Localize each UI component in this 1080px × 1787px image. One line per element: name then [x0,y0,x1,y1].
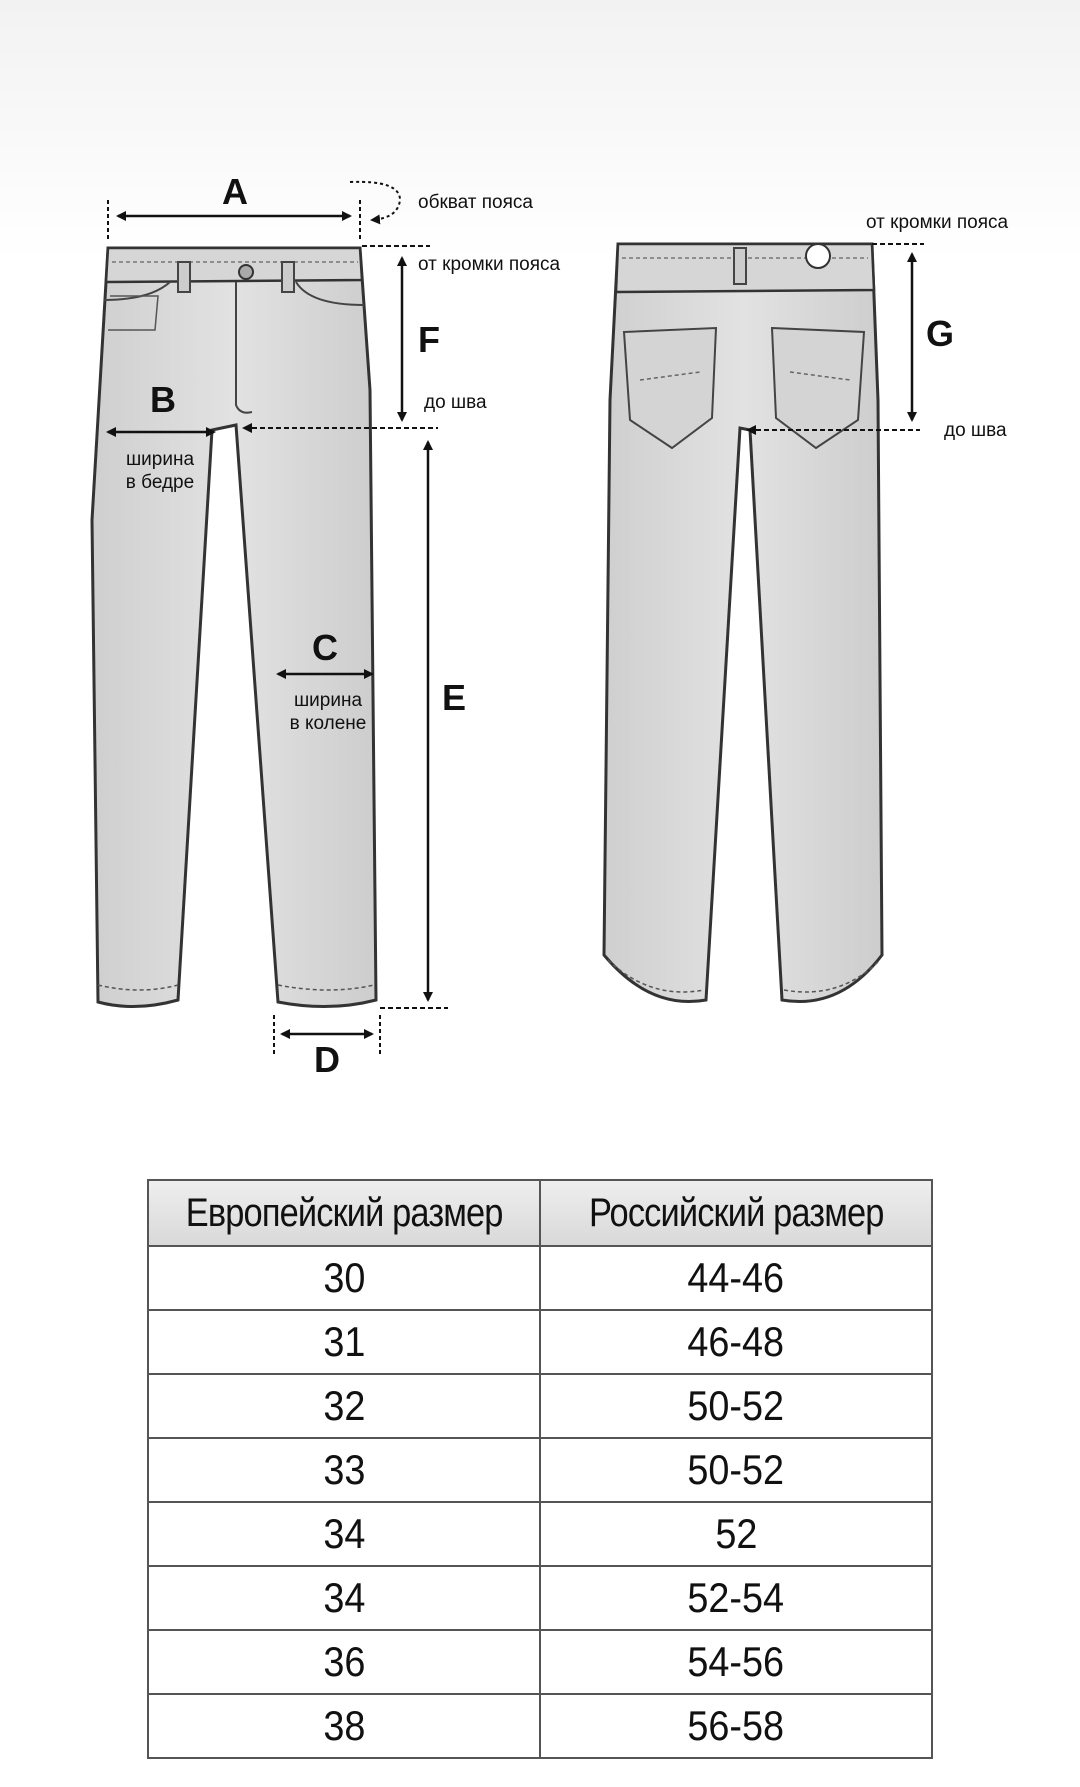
european-size-cell: 38 [148,1694,540,1758]
label-g: G [926,313,955,354]
label-d: D [314,1039,340,1080]
note-to-seam-back: до шва [944,420,1007,441]
russian-size-cell: 56-58 [540,1694,932,1758]
note-to-seam-front: до шва [424,392,487,413]
european-size-cell: 34 [148,1502,540,1566]
european-size-cell: 34 [148,1566,540,1630]
european-size-cell: 36 [148,1630,540,1694]
label-f: F [418,319,440,360]
dimension-a [108,171,533,240]
table-header-row [148,1180,932,1246]
dimension-d [274,1015,380,1080]
russian-size-cell: 44-46 [540,1246,932,1310]
label-a: A [222,171,248,212]
russian-size-cell: 52-54 [540,1566,932,1630]
russian-size-cell: 50-52 [540,1374,932,1438]
european-size-cell: 31 [148,1310,540,1374]
note-hip-width-1: ширина [125,449,195,470]
table-row [148,1310,932,1374]
header-russian-size: Российский размер [540,1180,932,1246]
note-from-waistband-back: от кромки пояса [866,212,1009,233]
russian-size-cell: 54-56 [540,1630,932,1694]
table-row [148,1566,932,1630]
back-jeans-illustration [604,244,882,1002]
russian-size-cell: 52 [540,1502,932,1566]
label-e: E [442,677,467,718]
note-knee-width-2: в колене [289,713,367,734]
label-b: B [150,379,176,420]
table-row [148,1630,932,1694]
european-size-cell: 30 [148,1246,540,1310]
note-knee-width-1: ширина [293,690,363,711]
table-row [148,1246,932,1310]
european-size-cell: 32 [148,1374,540,1438]
dimension-e [380,442,466,1008]
table-row [148,1438,932,1502]
size-conversion-table [147,1179,933,1759]
header-european-size: Европейский размер [148,1180,540,1246]
note-waist-girth: обкват пояса [418,192,533,213]
note-hip-width-2: в бедре [125,472,195,493]
table-row [148,1694,932,1758]
russian-size-cell: 50-52 [540,1438,932,1502]
european-size-cell: 33 [148,1438,540,1502]
note-from-waistband-front: от кромки пояса [418,254,561,275]
russian-size-cell: 46-48 [540,1310,932,1374]
table-row [148,1502,932,1566]
label-c: C [312,627,338,668]
table-row [148,1374,932,1438]
